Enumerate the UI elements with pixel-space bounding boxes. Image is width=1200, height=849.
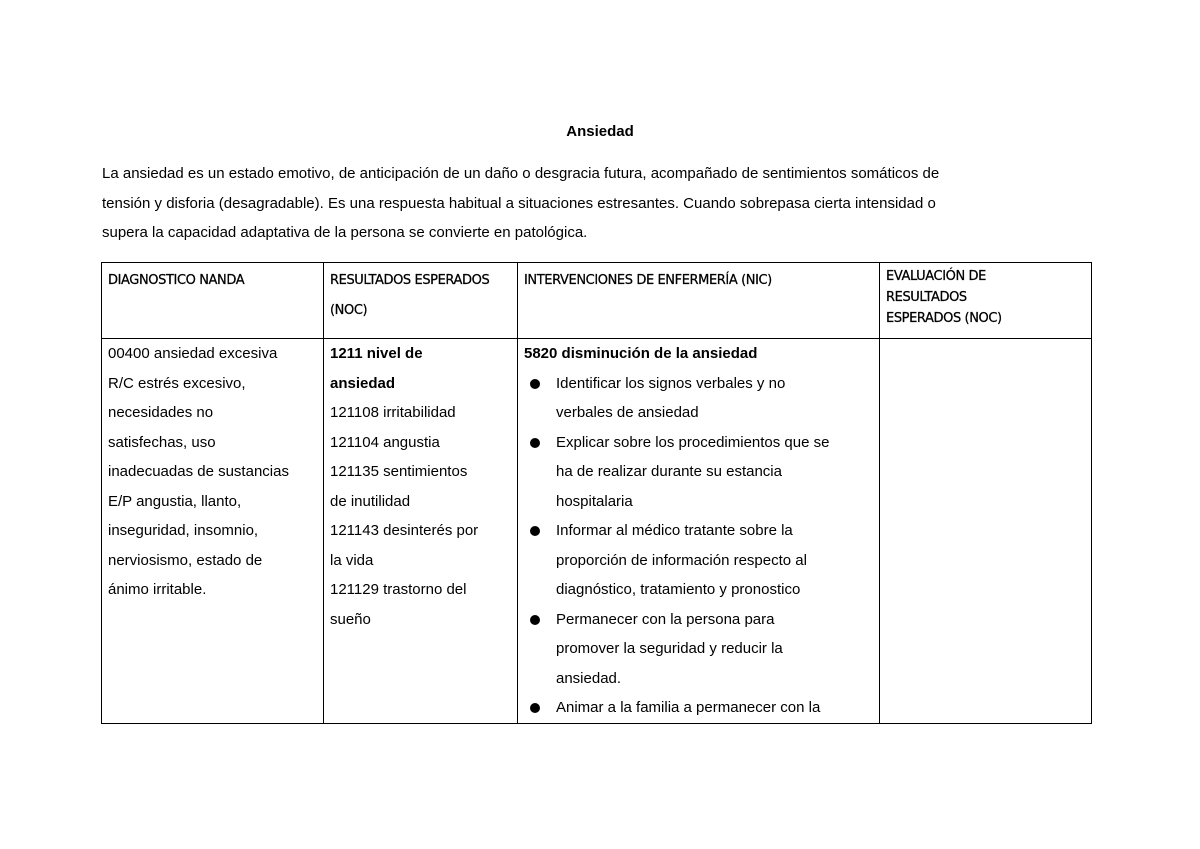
intervencion-item	[524, 693, 873, 723]
diagnostico-line: E/P angustia, llanto,	[108, 492, 242, 510]
header-line: DIAGNOSTICO NANDA	[108, 273, 245, 288]
resultado-line: 121135 sentimientos	[330, 463, 468, 480]
resultado-line: la vida	[330, 551, 374, 569]
care-plan-table	[101, 262, 1092, 724]
cell-resultados	[324, 339, 518, 724]
cell-intervenciones	[518, 339, 880, 724]
header-line: ESPERADOS (NOC)	[886, 311, 1002, 326]
diagnostico-line: inseguridad, insomnio,	[108, 522, 259, 539]
diagnostico-line: inadecuadas de sustancias	[108, 463, 289, 480]
resultado-title-line: ansiedad	[330, 374, 396, 392]
intro-line: tensión y disforia (desagradable). Es una respuesta habitual a situaciones estresantes. Cuando sobrepasa cierta intensidad o	[102, 194, 936, 212]
table-row	[102, 339, 1092, 724]
diagnostico-line: 00400 ansiedad excesiva	[108, 345, 278, 362]
diagnostico-line: necesidades no	[108, 404, 214, 421]
intervencion-line: Permanecer con la persona para	[556, 610, 775, 628]
intervencion-line: hospitalaria	[556, 492, 633, 510]
intervencion-line: ha de realizar durante su estancia	[556, 463, 782, 480]
bullet-icon	[530, 526, 540, 536]
intervencion-line: Informar al médico tratante sobre la	[556, 522, 793, 539]
intervencion-line: Explicar sobre los procedimientos que se	[556, 433, 830, 451]
header-line: (NOC)	[330, 303, 368, 318]
header-line: INTERVENCIONES DE ENFERMERÍA (NIC)	[524, 273, 772, 288]
intervencion-line: ansiedad.	[556, 669, 622, 687]
intervencion-line: Identificar los signos verbales y no	[556, 374, 786, 392]
resultado-line: 121143 desinterés por	[330, 522, 479, 539]
bullet-icon	[530, 703, 540, 713]
resultado-line: 121108 irritabilidad	[330, 404, 456, 421]
intro-line: supera la capacidad adaptativa de la persona se convierte en patológica.	[102, 224, 588, 241]
resultado-line: de inutilidad	[330, 492, 411, 510]
intervencion-line: promover la seguridad y reducir la	[556, 640, 783, 657]
intervencion-item	[524, 605, 873, 694]
intro-paragraph	[102, 159, 1092, 248]
bullet-icon	[530, 379, 540, 389]
intervencion-line: proporción de información respecto al	[556, 551, 807, 569]
intervencion-item	[524, 369, 873, 428]
intervencion-line: verbales de ansiedad	[556, 404, 699, 421]
header-line: EVALUACIÓN DE	[886, 269, 986, 284]
diagnostico-line: ánimo irritable.	[108, 581, 207, 598]
intervencion-line: diagnóstico, tratamiento y pronostico	[556, 581, 801, 598]
intervencion-title: 5820 disminución de la ansiedad	[524, 345, 758, 362]
header-line: RESULTADOS	[886, 290, 967, 305]
header-line: RESULTADOS ESPERADOS	[330, 273, 490, 288]
bullet-icon	[530, 438, 540, 448]
resultado-title-line: 1211 nivel de	[330, 345, 423, 362]
resultado-line: sueño	[330, 610, 371, 628]
resultado-line: 121104 angustia	[330, 433, 440, 451]
header-resultados-esperados	[324, 263, 518, 339]
bullet-icon	[530, 615, 540, 625]
header-intervenciones	[518, 263, 880, 339]
intervencion-line: Animar a la familia a permanecer con la	[556, 699, 821, 716]
intervencion-item	[524, 428, 873, 517]
diagnostico-line: R/C estrés excesivo,	[108, 374, 246, 392]
diagnostico-line: satisfechas, uso	[108, 433, 216, 451]
header-diagnostico-nanda	[102, 263, 324, 339]
resultado-line: 121129 trastorno del	[330, 581, 467, 598]
cell-diagnostico	[102, 339, 324, 724]
header-evaluacion	[880, 263, 1092, 339]
table-header-row	[102, 263, 1092, 339]
document-title: Ansiedad	[566, 123, 634, 140]
diagnostico-line: nerviosismo, estado de	[108, 551, 263, 569]
intro-line: La ansiedad es un estado emotivo, de anticipación de un daño o desgracia futura, acompañado de sentimientos somáticos de	[102, 165, 940, 182]
intervencion-item	[524, 516, 873, 605]
cell-evaluacion	[880, 339, 1092, 724]
